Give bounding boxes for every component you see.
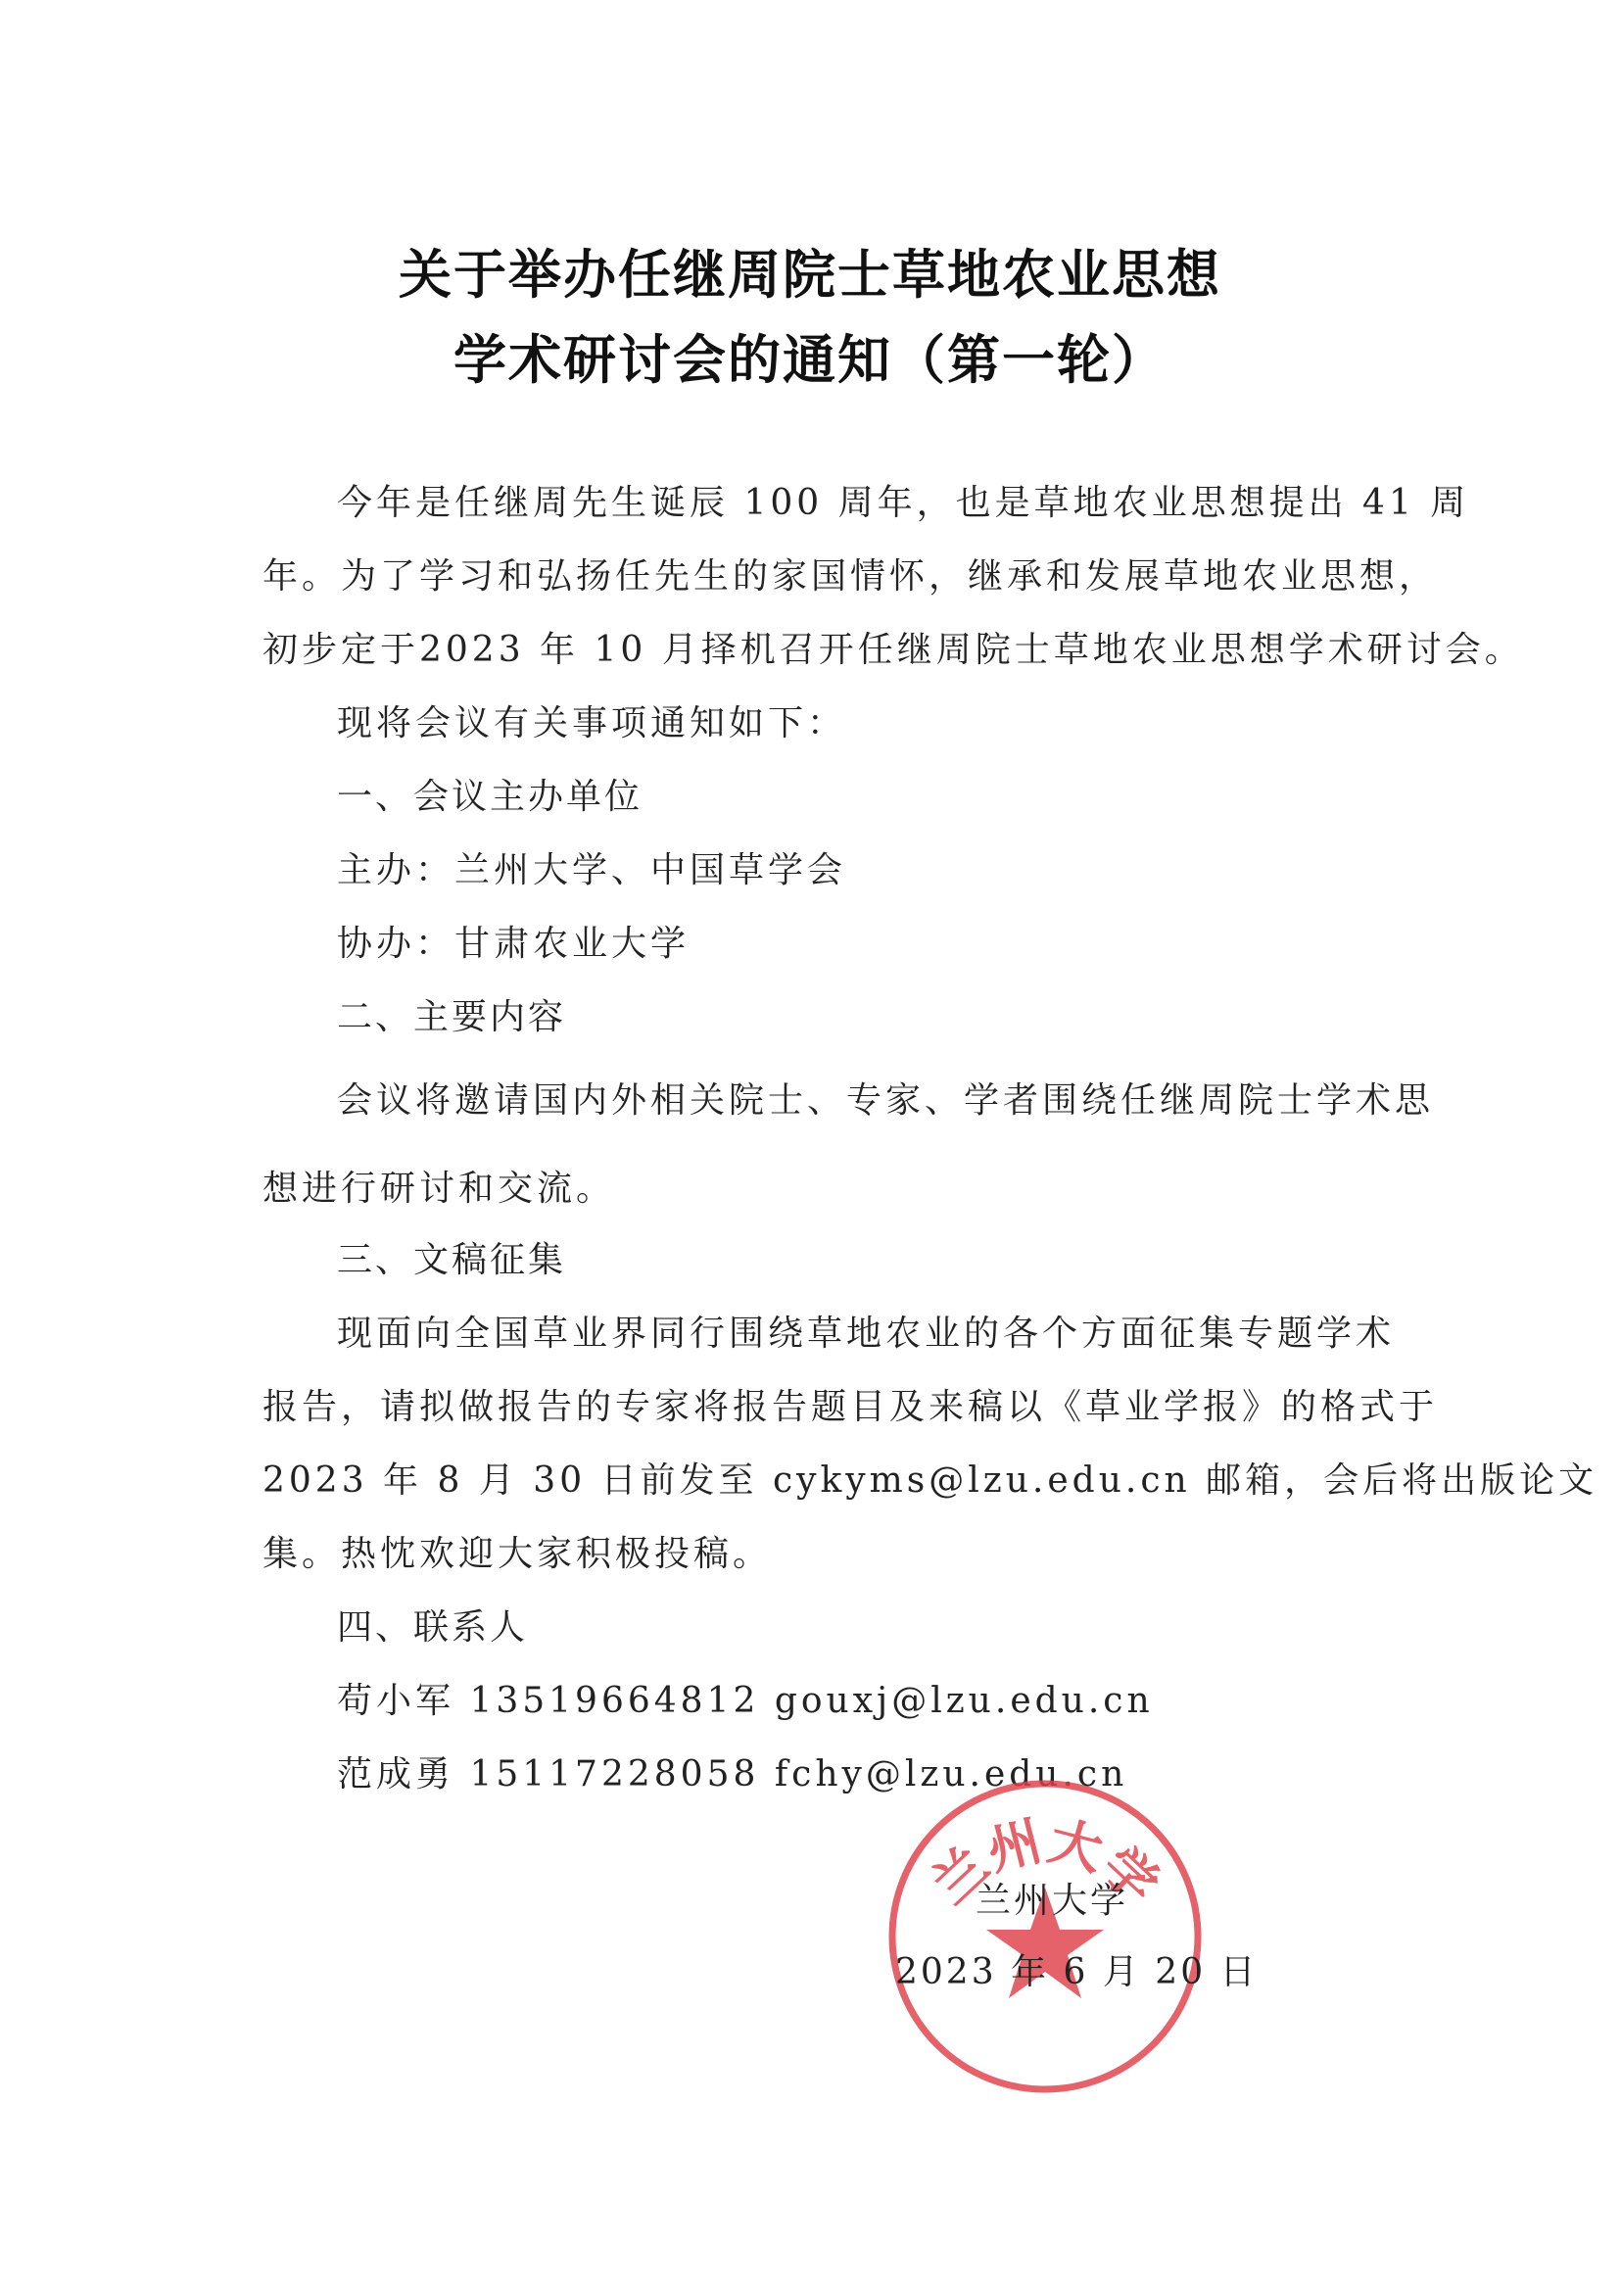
section-2-heading: 二、主要内容 (337, 997, 567, 1037)
section-3-line-1: 现面向全国草业界同行围绕草地农业的各个方面征集专题学术 (337, 1314, 1396, 1354)
section-3-line-3: 2023 年 8 月 30 日前发至 cykyms@lzu.edu.cn 邮箱，会后将出版论文 (262, 1460, 1598, 1501)
section-4-heading: 四、联系人 (337, 1607, 529, 1648)
signature-date: 2023 年 6 月 20 日 (895, 1952, 1259, 1992)
document-title-line-1: 关于举办任继周院士草地农业思想 (399, 243, 1221, 306)
section-1-heading: 一、会议主办单位 (337, 777, 643, 817)
co-organizers: 协办：甘肃农业大学 (337, 924, 691, 964)
intro-line-2: 年。为了学习和弘扬任先生的家国情怀，继承和发展草地农业思想， (262, 556, 1439, 597)
section-3-heading: 三、文稿征集 (337, 1240, 567, 1280)
section-2-line-1: 会议将邀请国内外相关院士、专家、学者围绕任继周院士学术思 (337, 1080, 1435, 1121)
contact-1: 苟小军 13519664812 gouxj@lzu.edu.cn (337, 1681, 1154, 1721)
intro-line-4: 现将会议有关事项通知如下： (337, 703, 847, 743)
signature-organization: 兰州大学 (976, 1881, 1129, 1921)
document-title-line-2: 学术研讨会的通知（第一轮） (453, 328, 1167, 391)
section-2-line-2: 想进行研讨和交流。 (262, 1169, 616, 1209)
seal-text: 兰州大学 (920, 1809, 1170, 1917)
section-3-line-2: 报告，请拟做报告的专家将报告题目及来稿以《草业学报》的格式于 (262, 1387, 1439, 1427)
intro-line-3: 初步定于2023 年 10 月择机召开任继周院士草地农业思想学术研讨会。 (262, 630, 1524, 670)
intro-line-1: 今年是任继周先生诞辰 100 周年，也是草地农业思想提出 41 周 (337, 483, 1470, 523)
host-organizers: 主办：兰州大学、中国草学会 (337, 850, 847, 890)
section-3-line-4: 集。热忱欢迎大家积极投稿。 (262, 1534, 773, 1574)
contact-2: 范成勇 15117228058 fchy@lzu.edu.cn (337, 1754, 1128, 1794)
official-seal (883, 1775, 1207, 2098)
